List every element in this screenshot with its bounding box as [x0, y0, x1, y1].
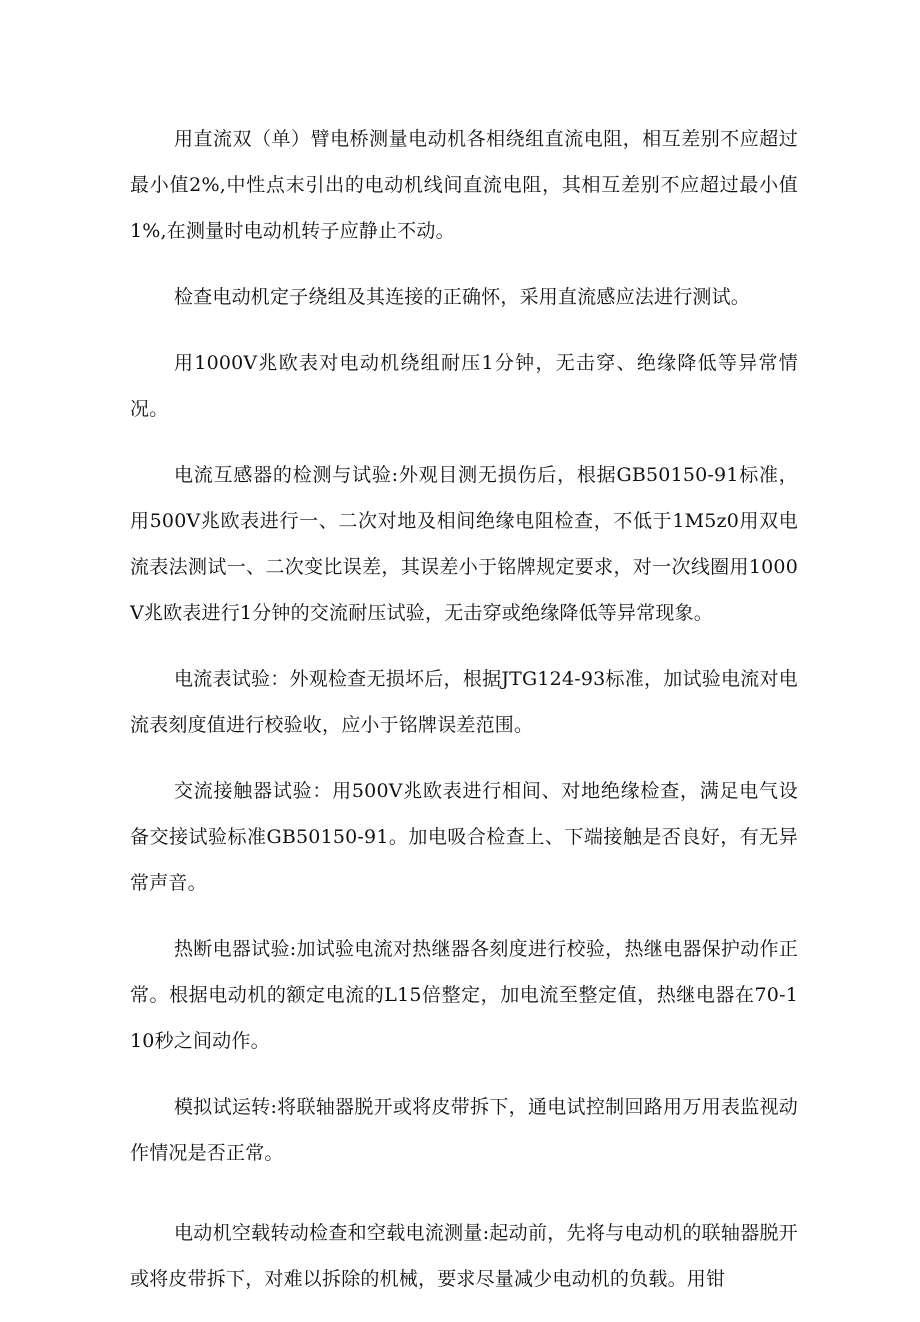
- paragraph-withstand-voltage: 用1000V兆欧表对电动机绕组耐压1分钟，无击穿、绝缘降低等异常情况。: [130, 352, 798, 420]
- paragraph-winding-resistance: 用直流双（单）臂电桥测量电动机各相绕组直流电阻，相互差别不应超过最小值2%,中性点末引出的电动机线间直流电阻，其相互差别不应超过最小值1%,在测量时电动机转子应静止不动。: [130, 128, 798, 242]
- paragraph-ammeter-test: 电流表试验：外观检查无损坏后，根据JTG124-93标准，加试验电流对电流表刻度值进行校验收，应小于铭牌误差范围。: [130, 668, 798, 736]
- paragraph-stator-check: 检查电动机定子绕组及其连接的正确怀，采用直流感应法进行测试。: [174, 286, 751, 308]
- paragraph-simulated-run: 模拟试运转:将联轴器脱开或将皮带拆下，通电试控制回路用万用表监视动作情况是否正常。: [130, 1096, 798, 1164]
- document-body: [130, 116, 798, 1322]
- paragraph-thermal-relay-test: 热断电器试验:加试验电流对热继器各刻度进行校验，热继电器保护动作正常。根据电动机的额定电流的L15倍整定，加电流至整定值，热继电器在70-110秒之间动作。: [130, 938, 798, 1052]
- paragraph-no-load-test: 电动机空载转动检查和空载电流测量:起动前，先将与电动机的联轴器脱开或将皮带拆下，对难以拆除的机械，要求尽量减少电动机的负载。用钳: [130, 1222, 798, 1290]
- paragraph-contactor-test: 交流接触器试验：用500V兆欧表进行相间、对地绝缘检查，满足电气设备交接试验标准GB50150-91。加电吸合检查上、下端接触是否良好，有无异常声音。: [130, 780, 798, 894]
- paragraph-current-transformer: 电流互感器的检测与试验:外观目测无损伤后，根据GB50150-91标准，用500V兆欧表进行一、二次对地及相间绝缘电阻检查，不低于1M5z0用双电流表法测试一、二次变比误差，其误差小于铭牌规定要求，对一次线圈用1000V兆欧表进行1分钟的交流耐压试验，无击穿或绝缘降低等异常现象。: [130, 464, 798, 624]
